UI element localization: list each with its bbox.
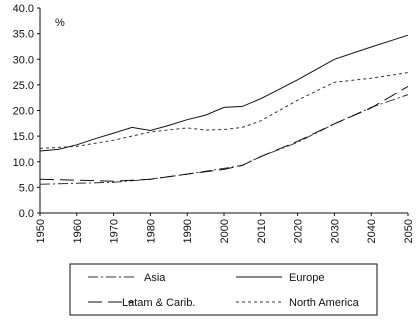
series-line-asia — [40, 95, 408, 185]
y-tick-label: 25.0 — [12, 79, 34, 92]
legend-label: Latam & Carib. — [122, 297, 196, 309]
x-tick-label: 2030 — [329, 219, 342, 244]
y-tick-label: 10.0 — [12, 156, 34, 169]
y-tick-label: 30.0 — [12, 54, 34, 67]
series-line-europe — [40, 35, 408, 151]
y-tick-label: 0.0 — [18, 208, 34, 220]
x-tick-label: 2040 — [366, 219, 379, 244]
legend-label: Asia — [144, 272, 166, 284]
x-tick-label: 2000 — [219, 219, 231, 244]
series-lines — [40, 35, 408, 184]
legend — [70, 264, 377, 315]
y-tick-label: 5.0 — [18, 182, 34, 195]
x-tick-label: 1970 — [108, 219, 121, 244]
axes — [40, 8, 408, 213]
x-tick-label: 1950 — [35, 219, 47, 244]
x-tick-label: 2050 — [403, 219, 415, 244]
x-tick-label: 2020 — [292, 219, 305, 244]
x-axis-ticks — [35, 213, 415, 243]
y-axis-ticks — [13, 3, 40, 220]
series-line-north-america — [40, 73, 408, 149]
y-tick-label: 40.0 — [12, 3, 34, 15]
x-tick-label: 1990 — [182, 219, 195, 244]
y-tick-label: 20.0 — [12, 105, 34, 118]
x-tick-label: 1980 — [145, 219, 158, 244]
legend-label: North America — [289, 297, 359, 309]
series-line-latam-carib — [40, 86, 408, 181]
y-tick-label: 15.0 — [12, 131, 34, 144]
legend-label: Europe — [289, 272, 325, 284]
x-tick-label: 2010 — [255, 219, 268, 244]
unit-label: % — [55, 17, 65, 29]
x-tick-label: 1960 — [71, 219, 84, 244]
y-tick-label: 35.0 — [12, 28, 34, 41]
